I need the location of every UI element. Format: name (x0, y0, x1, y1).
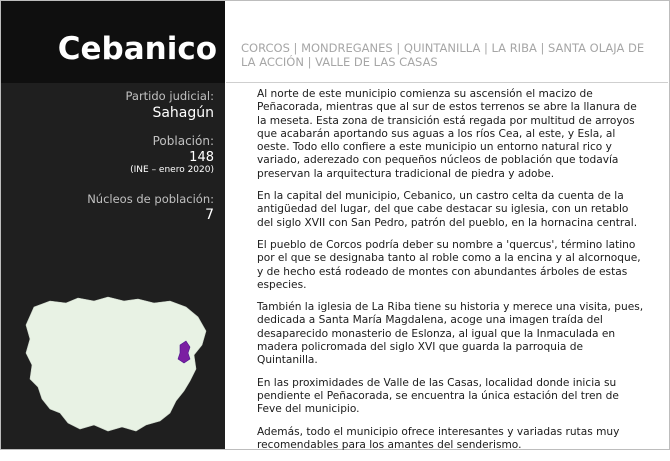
paragraph: El pueblo de Corcos podría deber su nombre a 'quercus', término latino por el que se designaba tanto al roble como a la encina y al alcornoque, y de hecho está rodeado de montes con abundantes árboles de estas especies. (257, 238, 641, 291)
paragraph: En la capital del municipio, Cebanico, un castro celta da cuenta de la antigüedad del lugar, del que cabe destacar su iglesia, con un retablo del siglo XVII con San Pedro, patrón del pueblo, en la hornacina central. (257, 190, 638, 229)
separator: | (293, 41, 298, 55)
nucleo-name: MONDREGANES (301, 41, 393, 55)
nucleos-block (0, 192, 214, 223)
paragraph: Al norte de este municipio comienza su ascensión el macizo de Peñacorada, mientras que al sur de estos terrenos se abre la llanura de la meseta. Esta zona de transición está regada por multitud de arroyos que acabarán aportando sus aguas a los ríos Cea, al este, y Esla, al oeste. Todo ello confiere a este municipio un entorno natural rico y variado, aderezado con pequeños núcleos de población que todavía preservan la arquitectura tradicional de piedra y adobe. (257, 88, 637, 180)
poblacion-label: Población: (152, 134, 214, 148)
nucleo-name: CORCOS (241, 41, 290, 55)
nucleo-name: SANTA OLAJA DE LA ACCIÓN (241, 41, 645, 69)
province-shape (26, 297, 206, 431)
partido-value: Sahagún (152, 105, 214, 121)
paragraph: En las proximidades de Valle de las Casas, localidad donde inicia su pendiente el Peñacorada, se encuentra la única estación del tren de Feve del municipio. (257, 376, 619, 416)
header-divider (226, 82, 668, 83)
separator: | (483, 41, 488, 55)
description-text (257, 88, 645, 461)
poblacion-block (0, 134, 214, 175)
nucleos-value: 7 (205, 207, 214, 223)
poblacion-source: (INE – enero 2020) (130, 165, 214, 175)
nucleo-name: VALLE DE LAS CASAS (315, 55, 438, 69)
paragraph: También la iglesia de La Riba tiene su historia y merece una visita, pues, dedicada a Santa María Magdalena, acoge una imagen traída del desaparecido monasterio de Eslonza, al igual que la Inmaculada en madera policromada del siglo XVI que guarda la parroquia de Quintanilla. (257, 301, 644, 367)
paragraph: Además, todo el municipio ofrece interesantes y variadas rutas muy recomendables para los amantes del senderismo. (257, 425, 620, 451)
nucleos-label: Núcleos de población: (87, 192, 214, 206)
title-band (1, 1, 225, 83)
separator: | (540, 41, 545, 55)
partido-label: Partido judicial: (125, 89, 214, 103)
nucleos-list-header (241, 41, 661, 69)
municipio-title: Cebanico (57, 31, 217, 67)
poblacion-value: 148 (189, 150, 214, 165)
separator: | (307, 55, 312, 69)
nucleo-name: LA RIBA (491, 41, 537, 55)
separator: | (396, 41, 401, 55)
partido-block (0, 89, 214, 121)
nucleo-name: QUINTANILLA (403, 41, 481, 55)
province-map (20, 295, 220, 435)
